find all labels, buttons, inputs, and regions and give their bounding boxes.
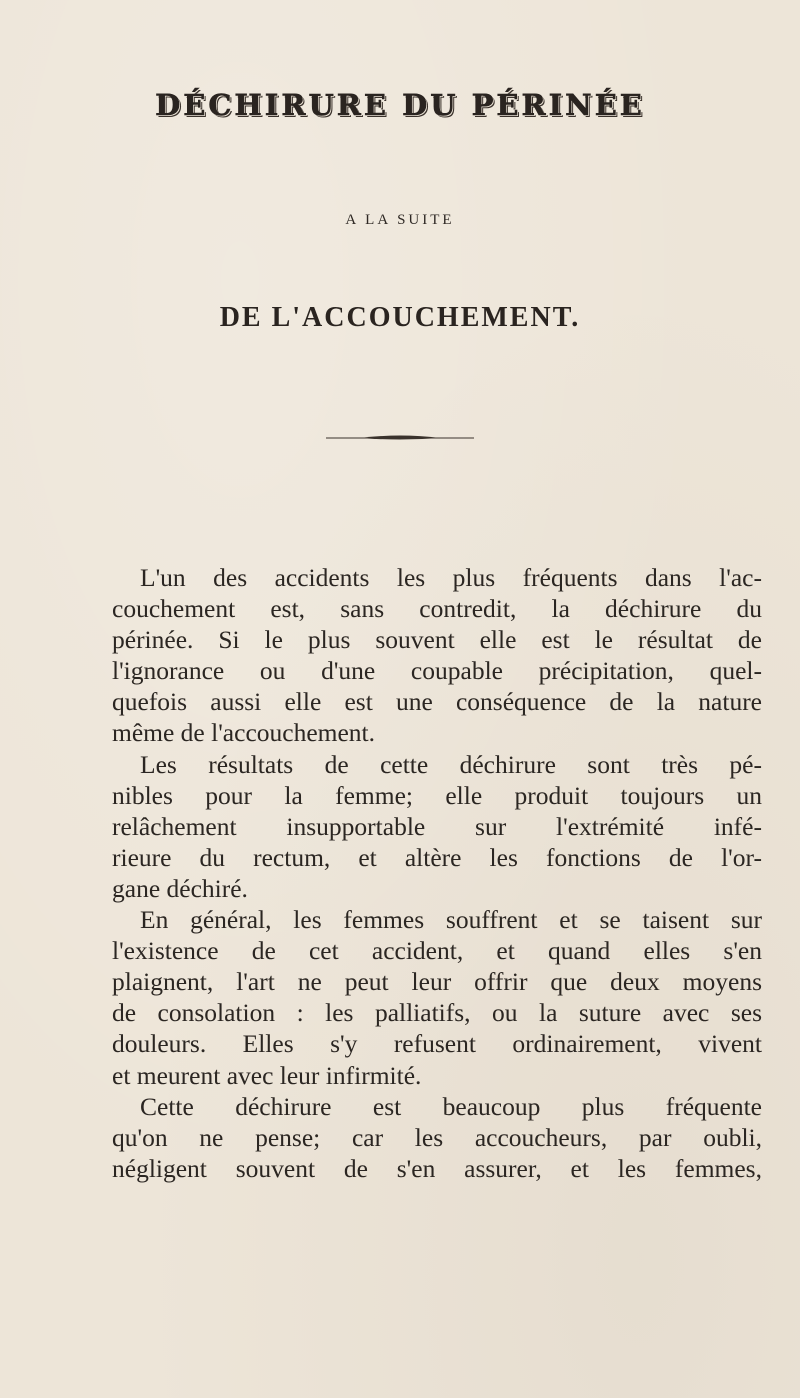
- text-line: douleurs. Elles s'y refusent ordinairement, vivent: [112, 1029, 762, 1059]
- text-line: l'ignorance ou d'une coupable précipitation, quel-: [112, 656, 762, 686]
- text-line: plaignent, l'art ne peut leur offrir que deux moyens: [112, 967, 762, 997]
- subtitle-large: DE L'ACCOUCHEMENT.: [219, 302, 581, 333]
- text-line: gane déchiré.: [112, 873, 248, 903]
- text-line: qu'on ne pense; car les accoucheurs, par oubli,: [112, 1122, 762, 1152]
- text-line: L'un des accidents les plus fréquents dans l'ac-: [140, 563, 762, 592]
- text-line: périnée. Si le plus souvent elle est le résultat de: [112, 625, 762, 655]
- text-line: et meurent avec leur infirmité.: [112, 1060, 422, 1090]
- text-line: l'existence de cet accident, et quand elles s'en: [112, 936, 762, 966]
- ornamental-divider: [320, 430, 480, 444]
- text-line: Les résultats de cette déchirure sont très pé-: [140, 749, 762, 779]
- chapter-title: DÉCHIRURE DU PÉRINÉE: [155, 88, 645, 122]
- text-line: rieure du rectum, et altère les fonctions de l'or-: [112, 842, 762, 872]
- text-line: quefois aussi elle est une conséquence de la nature: [112, 687, 762, 717]
- text-line: même de l'accouchement.: [112, 718, 376, 748]
- text-line: relâchement insupportable sur l'extrémité infé-: [112, 811, 762, 841]
- text-line: En général, les femmes souffrent et se taisent sur: [140, 905, 762, 935]
- text-line: nibles pour la femme; elle produit toujours un: [112, 780, 762, 810]
- text-line: de consolation : les palliatifs, ou la suture avec ses: [112, 998, 762, 1028]
- text-line: négligent souvent de s'en assurer, et les femmes,: [112, 1153, 762, 1183]
- subtitle-small: A LA SUITE: [345, 212, 455, 228]
- text-line: couchement est, sans contredit, la déchirure du: [112, 594, 762, 624]
- body-text: [112, 562, 762, 1184]
- text-line: Cette déchirure est beaucoup plus fréquente: [140, 1091, 762, 1121]
